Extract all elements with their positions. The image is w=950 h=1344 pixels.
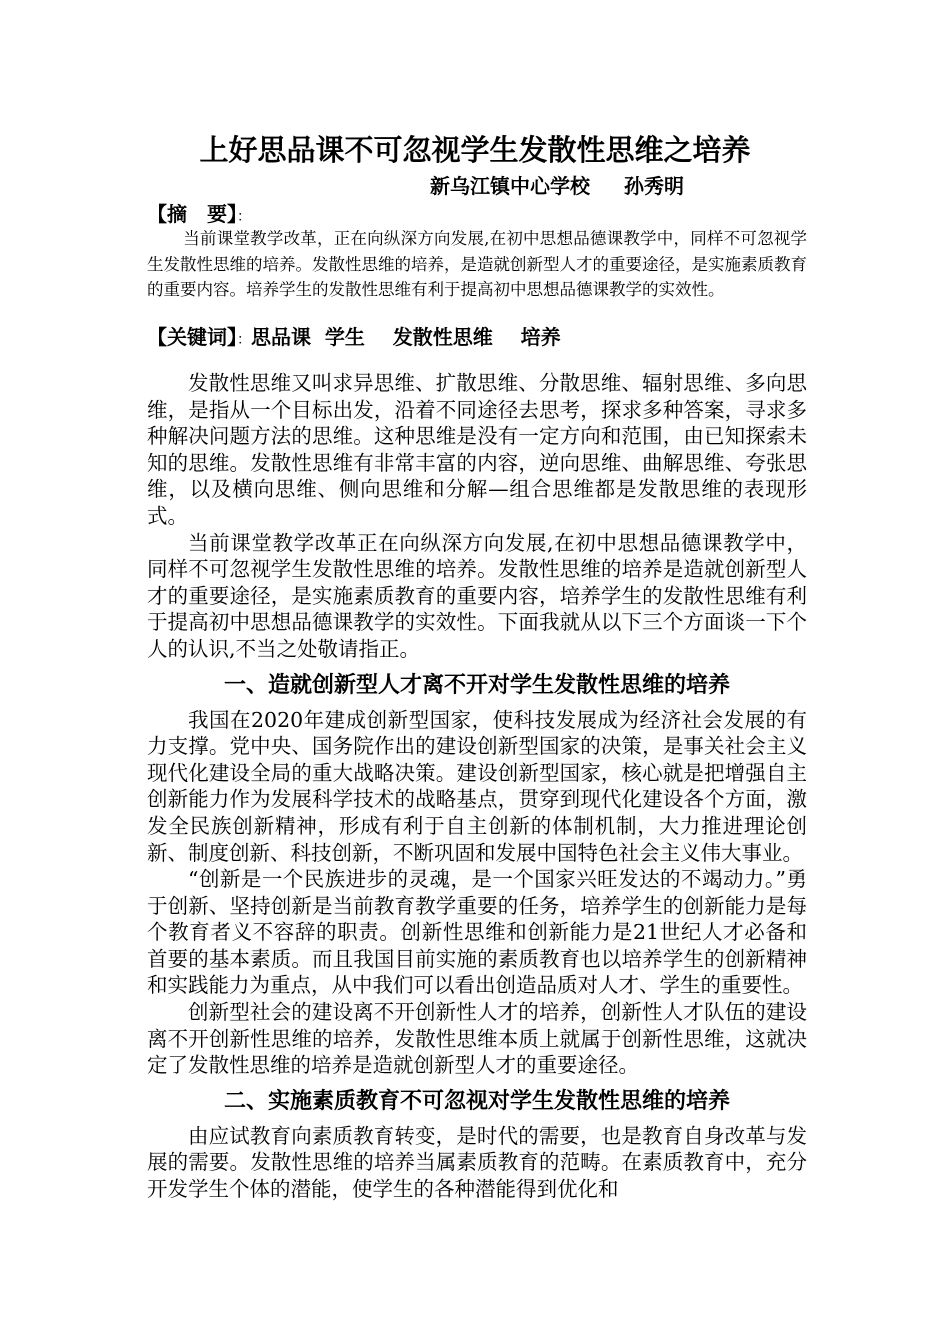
body-paragraph: “创新是一个民族进步的灵魂，是一个国家兴旺发达的不竭动力。”勇于创新、坚持创新是当前教育教学重要的任务，培养学生的创新能力是每个教育者义不容辞的职责。创新性思维和创新能力是21世纪人才必备和首要的基本素质。而且我国目前实施的素质教育也以培养学生的创新精神和实践能力为重点，从中我们可以看出创造品质对人才、学生的重要性。: [147, 867, 807, 998]
body-paragraph: 当前课堂教学改革正在向纵深方向发展,在初中思想品德课教学中，同样不可忽视学生发散性思维的培养。发散性思维的培养是造就创新型人才的重要途径，是实施素质教育的重要内容，培养学生的发散性思维有利于提高初中思想品德课教学的实效性。下面我就从以下三个方面谈一下个人的认识,不当之处敬请指正。: [147, 530, 807, 661]
author-name: 孙秀明: [624, 174, 684, 198]
keywords-label: 【关键词】: [147, 325, 237, 349]
body-paragraph: 由应试教育向素质教育转变，是时代的需要，也是教育自身改革与发展的需要。发散性思维的培养当属素质教育的范畴。在素质教育中，充分开发学生个体的潜能，使学生的各种潜能得到优化和: [147, 1123, 807, 1202]
abstract-text: 当前课堂教学改革，正在向纵深方向发展,在初中思想品德课教学中，同样不可忽视学生发散性思维的培养。发散性思维的培养，是造就创新型人才的重要途径，是实施素质教育的重要内容。培养学生的发散性思维有利于提高初中思想品德课教学的实效性。: [147, 229, 807, 299]
abstract-label: 【摘 要】: [147, 202, 237, 226]
document-title: 上好思品课不可忽视学生发散性思维之培养: [199, 133, 751, 167]
document-body: [147, 370, 807, 1203]
byline: [430, 172, 684, 200]
school-name: 新乌江镇中心学校: [430, 174, 590, 198]
body-paragraph: 创新型社会的建设离不开创新性人才的培养，创新性人才队伍的建设离不开创新性思维的培养，发散性思维本质上就属于创新性思维，这就决定了发散性思维的培养是造就创新型人才的重要途径。: [147, 1000, 807, 1078]
keywords-colon: ：: [237, 332, 251, 348]
body-paragraph: 发散性思维又叫求异思维、扩散思维、分散思维、辐射思维、多向思维，是指从一个目标出发，沿着不同途径去思考，探求多种答案，寻求多种解决问题方法的思维。这种思维是没有一定方向和范围，由已知探索未知的思维。发散性思维有非常丰富的内容，逆向思维、曲解思维、夸张思维，以及横向思维、侧向思维和分解—组合思维都是发散思维的表现形式。: [147, 371, 807, 528]
keywords-value: 思品课 学生 发散性思维 培养: [251, 325, 561, 349]
body-paragraph: 我国在2020年建成创新型国家，使科技发展成为经济社会发展的有力支撑。党中央、国务院作出的建设创新型国家的决策，是事关社会主义现代化建设全局的重大战略决策。建设创新型国家，核心就是把增强自主创新能力作为发展科学技术的战略基点，贯穿到现代化建设各个方面，激发全民族创新精神，形成有利于自主创新的体制机制，大力推进理论创新、制度创新、科技创新，不断巩固和发展中国特色社会主义伟大事业。: [147, 707, 807, 865]
section-heading-2: 二、实施素质教育不可忽视对学生发散性思维的培养: [223, 1088, 730, 1114]
section-heading-1: 一、造就创新型人才离不开对学生发散性思维的培养: [223, 672, 730, 698]
keywords-line: [147, 322, 561, 355]
abstract-colon: ：: [237, 209, 251, 225]
